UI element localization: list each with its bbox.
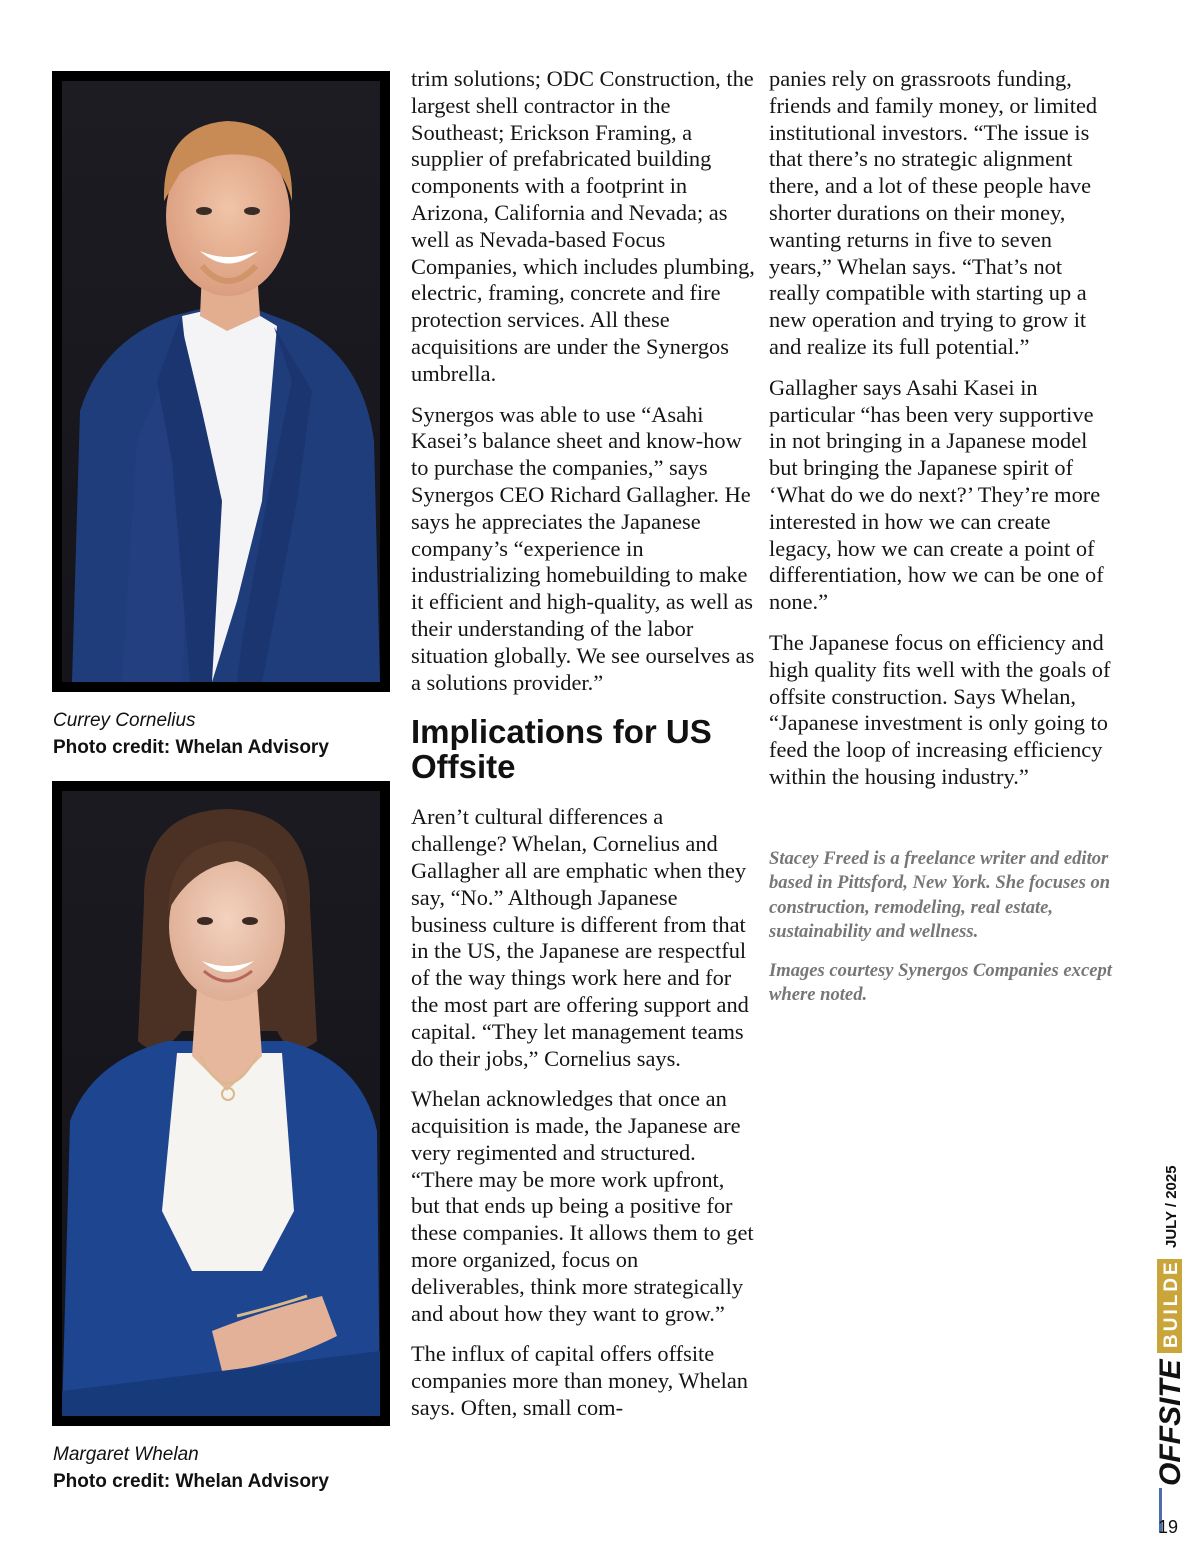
caption-name: Margaret Whelan xyxy=(53,1444,199,1465)
body-paragraph: The Japanese focus on efficiency and high quality fits well with the goals of offsite construction. Says Whelan, “Japanese investment is only going to feed the loop of increasing efficiency within the housing industry.” xyxy=(769,629,1111,789)
article-column-2 xyxy=(769,66,1114,1022)
logo-offsite: OFFSITE xyxy=(1154,1359,1187,1486)
photo-caption xyxy=(53,707,393,761)
body-paragraph: Aren’t cultural differences a challenge? Whelan, Cornelius and Gallagher all are emphatic when they say, “No.” Although Japanese business culture is different from that in the US, the Japanese are respectful of the way things work here and for the most part are offering support and capital. “They let management teams do their jobs,” Cornelius says. xyxy=(411,804,749,1071)
photo-currey-cornelius xyxy=(52,71,390,692)
caption-credit: Photo credit: Whelan Advisory xyxy=(53,737,329,758)
body-paragraph: trim solutions; ODC Construction, the largest shell contractor in the Southeast; Erickson Framing, a supplier of prefabricated building components with a footprint in Arizona, California and Nevada; as well as Nevada-based Focus Companies, which includes plumbing, electric, framing, concrete and fire protection services. All these acquisitions are under the Synergos umbrella. xyxy=(411,66,755,386)
body-paragraph: The influx of capital offers offsite companies more than money, Whelan says. Often, small com- xyxy=(411,1341,748,1421)
body-paragraph: panies rely on grassroots funding, friends and family money, or limited institutional investors. “The issue is that there’s no strategic alignment there, and a lot of these people have shorter durations on their money, wanting returns in five to seven years,” Whelan says. “That’s not really compatible with starting up a new operation and trying to grow it and realize its full potential.” xyxy=(769,66,1098,359)
vertical-masthead xyxy=(1152,1160,1192,1490)
author-bio xyxy=(769,847,1114,1008)
article-column-1 xyxy=(411,66,756,1436)
portrait-woman-illustration xyxy=(62,791,380,1416)
image-credit-text: Images courtesy Synergos Companies except where noted. xyxy=(769,959,1112,1006)
issue-date: JULY / 2025 xyxy=(1163,1165,1180,1248)
logo-builder: BUILDER xyxy=(1161,1242,1182,1348)
body-paragraph: Gallagher says Asahi Kasei in particular “has been very supportive in not bringing in a Japanese model but bringing the Japanese spirit of ‘What do we do next?’ They’re more interested in how we can create legacy, how we can create a point of differentiation, how we can be one of none.” xyxy=(769,374,1104,615)
photo-caption xyxy=(53,1441,393,1495)
photo-margaret-whelan xyxy=(52,781,390,1426)
body-paragraph: Synergos was able to use “Asahi Kasei’s balance sheet and know-how to purchase the companies,” says Synergos CEO Richard Gallagher. He says he appreciates the Japanese company’s “experience in industrializing homebuilding to make it efficient and high-quality, as well as their understanding of the labor situation globally. We see ourselves as a solutions provider.” xyxy=(411,401,755,695)
section-heading: Implications for US Offsite xyxy=(411,713,712,786)
portrait-man-illustration xyxy=(62,81,380,682)
caption-credit: Photo credit: Whelan Advisory xyxy=(53,1471,329,1492)
page-number: 19 xyxy=(1158,1517,1179,1537)
caption-name: Currey Cornelius xyxy=(53,710,196,731)
body-paragraph: Whelan acknowledges that once an acquisition is made, the Japanese are very regimented and structured. “There may be more work upfront, but that ends up being a positive for these companies. It allows them to get more organized, focus on deliverables, think more strategically and about how they want to grow.” xyxy=(411,1086,754,1326)
author-bio-text: Stacey Freed is a freelance writer and editor based in Pittsford, New York. She focuses on construction, remodeling, real estate, sustainability and wellness. xyxy=(769,847,1111,943)
